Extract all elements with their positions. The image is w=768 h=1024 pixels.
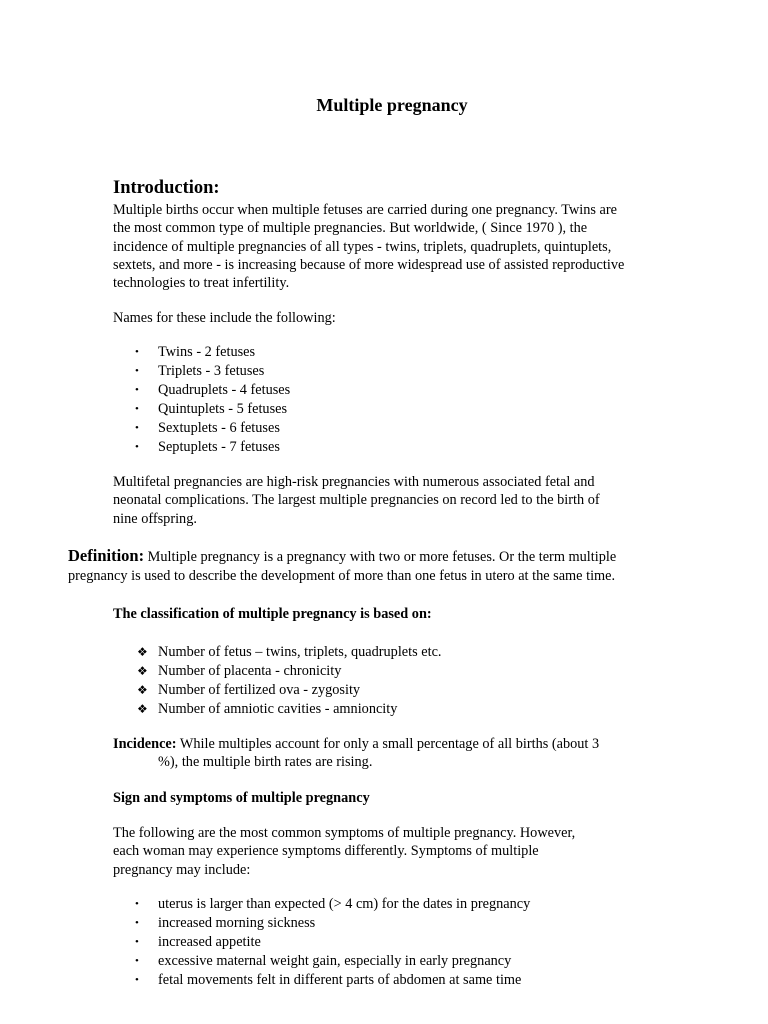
introduction-paragraph [113,201,658,292]
paragraph-line: sextets, and more - is increasing because of more widespread use of assisted reproductive [113,256,625,273]
classification-list [113,643,442,719]
definition-text: pregnancy is used to describe the development of more than one fetus in utero at the same time. [68,568,616,584]
list-item: • Triplets - 3 fetuses [135,363,265,379]
paragraph-line: each woman may experience symptoms differently. Symptoms of multiple [113,843,539,860]
bullet-icon: • [135,365,139,377]
list-item: ❖ Number of amniotic cavities - amnioncity [137,701,398,717]
bullet-icon: • [135,403,139,415]
bullet-icon: • [135,898,139,910]
incidence-label: Incidence: [113,736,177,752]
paragraph-line: technologies to treat infertility. [113,275,290,292]
list-item: • Twins - 2 fetuses [135,344,256,360]
bullet-icon: • [135,936,139,948]
bullet-icon: • [135,955,139,967]
list-item: • increased morning sickness [135,915,316,931]
names-intro: Names for these include the following: [113,310,336,326]
list-item: ❖ Number of placenta - chronicity [137,663,342,679]
paragraph-line: Multifetal pregnancies are high-risk pregnancies with numerous associated fetal and [113,474,595,490]
classification-heading: The classification of multiple pregnancy is based on: [113,606,432,622]
list-item: • increased appetite [135,934,261,950]
diamond-bullet-icon: ❖ [137,683,148,697]
diamond-bullet-icon: ❖ [137,645,148,659]
definition-paragraph [68,546,658,586]
list-item: • excessive maternal weight gain, especially in early pregnancy [135,953,512,969]
bullet-icon: • [135,422,139,434]
incidence-paragraph [113,735,638,772]
paragraph-line: pregnancy may include: [113,861,251,878]
symptoms-list [113,895,530,990]
bullet-icon: • [135,346,139,358]
paragraph-line: nine offspring. [113,510,197,527]
list-item: • Quadruplets - 4 fetuses [135,382,291,398]
paragraph-line: The following are the most common symptoms of multiple pregnancy. However, [113,825,576,841]
names-list [113,343,290,457]
diamond-bullet-icon: ❖ [137,664,148,678]
paragraph-line: incidence of multiple pregnancies of all types - twins, triplets, quadruplets, quintuplets, [113,238,612,255]
symptoms-intro [113,824,658,879]
paragraph-line: the most common type of multiple pregnancies. But worldwide, ( Since 1970 ), the [113,220,588,237]
incidence-text: While multiples account for only a small percentage of all births (about 3 [176,736,600,752]
introduction-heading: Introduction: [113,178,220,198]
bullet-icon: • [135,384,139,396]
bullet-icon: • [135,974,139,986]
definition-label: Definition: [68,546,145,565]
list-item: • Quintuplets - 5 fetuses [135,401,288,417]
list-item: • uterus is larger than expected (> 4 cm) for the dates in pregnancy [135,896,531,912]
bullet-icon: • [135,917,139,929]
symptoms-heading: Sign and symptoms of multiple pregnancy [113,790,370,806]
list-item: • fetal movements felt in different parts of abdomen at same time [135,972,522,988]
incidence-text: %), the multiple birth rates are rising. [158,754,373,771]
risk-paragraph [113,473,658,528]
page-title: Multiple pregnancy [316,95,468,115]
paragraph-line: Multiple births occur when multiple fetuses are carried during one pregnancy. Twins are [113,202,617,218]
list-item: • Sextuplets - 6 fetuses [135,420,280,436]
definition-text: Multiple pregnancy is a pregnancy with two or more fetuses. Or the term multiple [144,549,617,565]
paragraph-line: neonatal complications. The largest multiple pregnancies on record led to the birth of [113,492,600,509]
diamond-bullet-icon: ❖ [137,702,148,716]
bullet-icon: • [135,441,139,453]
list-item: • Septuplets - 7 fetuses [135,439,280,455]
list-item: ❖ Number of fetus – twins, triplets, quadruplets etc. [137,644,442,660]
list-item: ❖ Number of fertilized ova - zygosity [137,682,361,698]
